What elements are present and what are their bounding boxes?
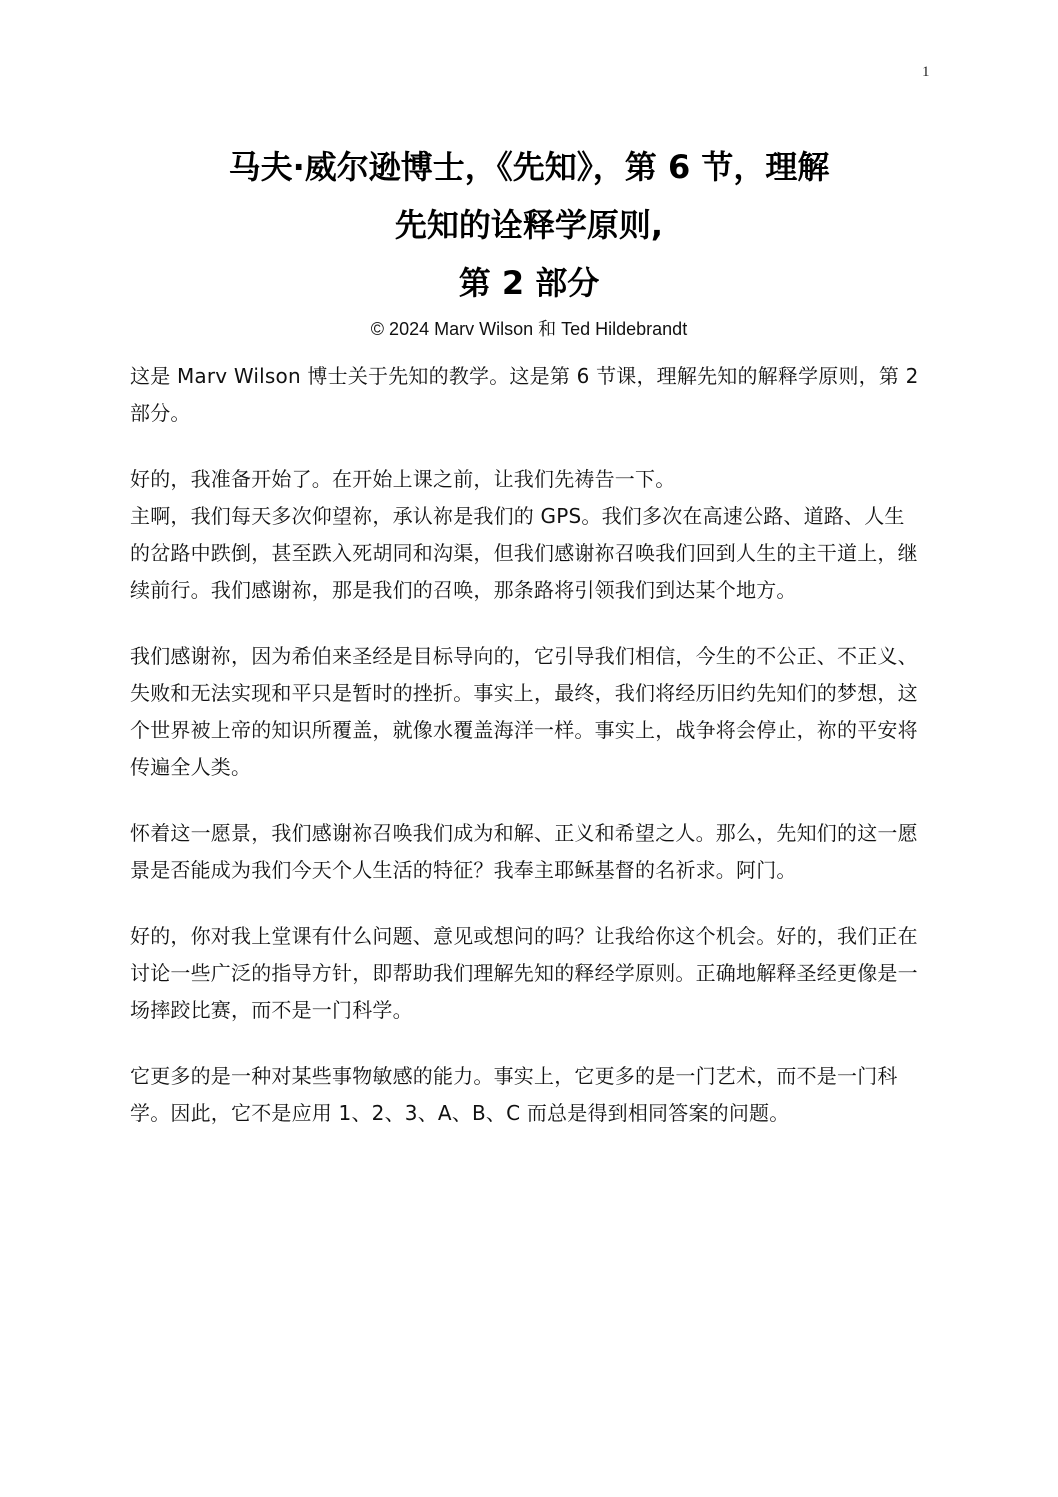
document-body xyxy=(130,358,920,1161)
paragraph: 怀着这一愿景，我们感谢祢召唤我们成为和解、正义和希望之人。那么，先知们的这一愿景是否能成为我们今天个人生活的特征？我奉主耶稣基督的名祈求。阿门。 xyxy=(130,821,918,882)
paragraph: 好的，你对我上堂课有什么问题、意见或想问的吗？让我给你这个机会。好的，我们正在讨论一些广泛的指导方针，即帮助我们理解先知的释经学原则。正确地解释圣经更像是一场摔跤比赛，而不是一门科学。 xyxy=(130,924,918,1022)
document-header xyxy=(0,138,1058,342)
document-title-line-2: 先知的诠释学原则, xyxy=(394,206,664,244)
copyright-notice: © 2024 Marv Wilson 和 Ted Hildebrandt xyxy=(370,319,688,339)
document-title-line-1: 马夫·威尔逊博士，《先知》，第 6 节，理解 xyxy=(228,148,830,186)
document-title-line-3: 第 2 部分 xyxy=(458,264,600,302)
paragraph: 它更多的是一种对某些事物敏感的能力。事实上，它更多的是一门艺术，而不是一门科学。因此，它不是应用 1、2、3、A、B、C 而总是得到相同答案的问题。 xyxy=(130,1064,898,1125)
paragraph: 好的，我准备开始了。在开始上课之前，让我们先祷告一下。 xyxy=(130,467,676,491)
paragraph: 主啊，我们每天多次仰望祢，承认祢是我们的 GPS。我们多次在高速公路、道路、人生的岔路中跌倒，甚至跌入死胡同和沟渠，但我们感谢祢召唤我们回到人生的主干道上，继续前行。我们感谢祢，那是我们的召唤，那条路将引领我们到达某个地方。 xyxy=(130,504,918,602)
paragraph: 这是 Marv Wilson 博士关于先知的教学。这是第 6 节课，理解先知的解释学原则，第 2 部分。 xyxy=(130,364,919,425)
page-number: 1 xyxy=(922,64,930,80)
paragraph: 我们感谢祢，因为希伯来圣经是目标导向的，它引导我们相信，今生的不公正、不正义、失败和无法实现和平只是暂时的挫折。事实上，最终，我们将经历旧约先知们的梦想，这个世界被上帝的知识所覆盖，就像水覆盖海洋一样。事实上，战争将会停止，祢的平安将传遍全人类。 xyxy=(130,644,918,779)
